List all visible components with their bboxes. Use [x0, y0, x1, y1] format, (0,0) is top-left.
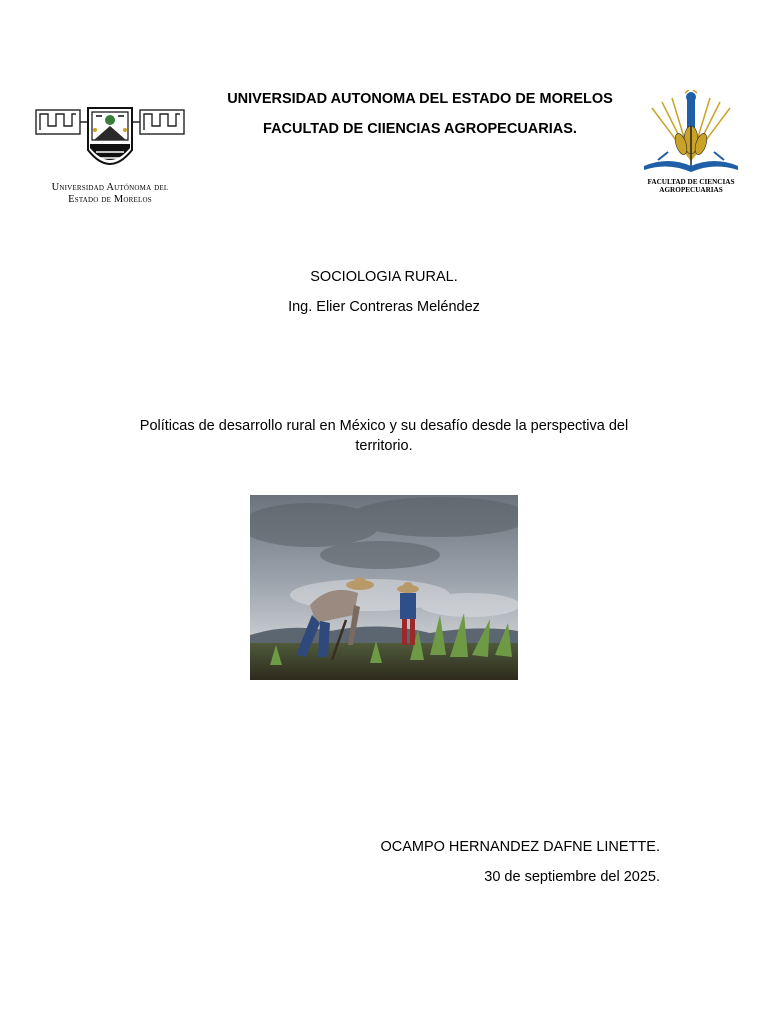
document-topic: Políticas de desarrollo rural en México y su desafío desde la perspectiva del territorio.	[139, 418, 629, 454]
faculty-logo-caption	[638, 178, 744, 194]
university-logo	[30, 100, 190, 212]
university-crest-icon	[30, 100, 190, 182]
faculty-logo-caption-line1: FACULTAD DE CIENCIAS	[647, 178, 735, 186]
university-name-heading: UNIVERSIDAD AUTONOMA DEL ESTADO DE MORELOS	[227, 91, 613, 107]
university-logo-caption-line1: Universidad Autónoma del	[51, 182, 169, 193]
cover-photo	[250, 495, 518, 680]
faculty-logo	[638, 90, 744, 202]
author-name: OCAMPO HERNANDEZ DAFNE LINETTE.	[380, 839, 660, 855]
university-logo-caption-line2: Estado de Morelos	[68, 194, 152, 205]
faculty-logo-caption-line2: AGROPECUARIAS	[659, 186, 723, 194]
faculty-name-heading: FACULTAD DE CIIENCIAS AGROPECUARIAS.	[263, 121, 577, 137]
course-title: SOCIOLOGIA RURAL.	[310, 269, 458, 285]
university-logo-caption	[30, 182, 190, 206]
submission-date: 30 de septiembre del 2025.	[484, 869, 660, 885]
farmers-in-field-photo	[250, 495, 518, 680]
teacher-name: Ing. Elier Contreras Meléndez	[288, 299, 480, 315]
faculty-wheat-emblem-icon	[638, 90, 744, 178]
